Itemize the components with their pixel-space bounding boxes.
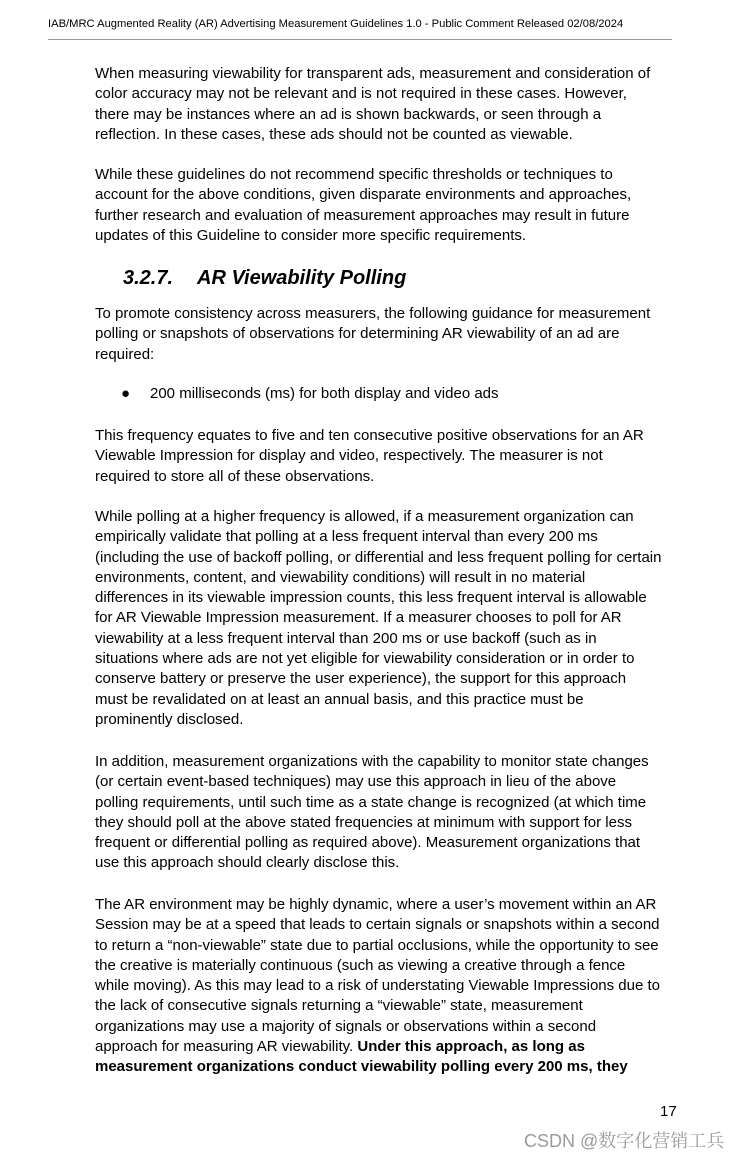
paragraph-line: When measuring viewability for transparent ads, measurement and consideration of	[95, 65, 651, 82]
paragraph-line: there may be instances where an ad is shown backwards, or seen through a	[95, 105, 602, 123]
paragraph-line: the lack of consecutive signals returning a “viewable” state, measurement	[95, 997, 583, 1015]
paragraph-line: color accuracy may not be relevant and is not required in these cases. However,	[95, 85, 627, 103]
paragraph-line: for AR Viewable Impression measurement. If a measurer chooses to poll for AR	[95, 609, 622, 627]
paragraph-line: to return a “non-viewable” state due to partial occlusions, while the opportunity to see	[95, 936, 659, 954]
paragraph-line	[95, 1037, 660, 1057]
paragraph-line	[95, 1057, 660, 1077]
paragraph-line: use this approach should clearly disclose this.	[95, 854, 400, 872]
paragraph-line: polling requirements, until such time as a state change is recognized (at which time	[95, 793, 647, 811]
watermark: CSDN @数字化营销工兵	[524, 1131, 725, 1151]
paragraph-line: (including the use of backoff polling, or differential and less frequent polling for certain	[95, 548, 662, 566]
header-divider	[48, 39, 672, 40]
paragraph-line: they should poll at the above stated frequencies at minimum with support for less	[95, 813, 632, 831]
paragraph-transparent-ads	[95, 64, 650, 145]
paragraph-line: conserve battery or preserve the user experience), the support for this approach	[95, 670, 627, 688]
paragraph-line: empirically validate that polling at a less frequent interval than every 200 ms	[95, 528, 598, 546]
section-number: 3.2.7.	[123, 267, 174, 289]
paragraph-line: organizations may use a majority of signals or observations within a second	[95, 1017, 597, 1035]
bullet-text: 200 milliseconds (ms) for both display and video ads	[150, 385, 499, 402]
paragraph-line: reflection. In these cases, these ads should not be counted as viewable.	[95, 125, 573, 143]
paragraph-frequency	[95, 426, 644, 487]
text-bold: measurement organizations conduct viewability polling every 200 ms, they	[95, 1058, 628, 1076]
paragraph-line: environments, content, and viewability conditions) will result in no material	[95, 568, 586, 586]
bullet-icon: ●	[121, 385, 131, 402]
paragraph-line: The AR environment may be highly dynamic, where a user’s movement within an AR	[95, 896, 657, 913]
paragraph-line: must be revalidated on at least an annual basis, and this practice must be	[95, 690, 584, 708]
paragraph-line: differences in its viewable impression counts, this less frequent interval is allowable	[95, 589, 647, 607]
paragraph-line: Session may be at a speed that leads to certain signals or snapshots within a second	[95, 916, 660, 934]
paragraph-line: frequent or differential polling as required above). Measurement organizations that	[95, 834, 641, 852]
paragraph-thresholds	[95, 165, 631, 246]
paragraph-line: polling or snapshots of observations for determining AR viewability of an ad are	[95, 325, 620, 343]
text-normal: approach for measuring AR viewability.	[95, 1038, 358, 1056]
paragraph-line: the creative is materially continuous (such as viewing a creative through a fence	[95, 956, 626, 974]
paragraph-line: required:	[95, 345, 155, 363]
paragraph-line: In addition, measurement organizations with the capability to monitor state changes	[95, 753, 649, 770]
paragraph-line: required to store all of these observations.	[95, 467, 375, 485]
paragraph-line: updates of this Guideline to consider more specific requirements.	[95, 226, 527, 244]
section-title: AR Viewability Polling	[197, 267, 407, 289]
paragraph-state-changes	[95, 752, 649, 874]
paragraph-line: To promote consistency across measurers, the following guidance for measurement	[95, 305, 651, 322]
paragraph-line: account for the above conditions, given disparate environments and approaches,	[95, 186, 632, 204]
bullet-item	[121, 385, 499, 402]
paragraph-line: situations where ads are not yet eligible for viewability consideration or in order to	[95, 650, 635, 668]
paragraph-line: (or certain event-based techniques) may use this approach in lieu of the above	[95, 773, 617, 791]
paragraph-line: While these guidelines do not recommend specific thresholds or techniques to	[95, 166, 613, 183]
paragraph-dynamic-environment	[95, 895, 660, 1078]
paragraph-line: Viewable Impression for display and video, respectively. The measurer is not	[95, 447, 603, 465]
paragraph-line: prominently disclosed.	[95, 710, 244, 728]
paragraph-line: viewability at a less frequent interval than 200 ms or use backoff (such as in	[95, 629, 597, 647]
section-heading	[123, 267, 406, 290]
running-header: IAB/MRC Augmented Reality (AR) Advertising Measurement Guidelines 1.0 - Public Comment Released 02/08/2024	[48, 18, 624, 30]
text-bold: Under this approach, as long as	[357, 1038, 585, 1056]
paragraph-line: This frequency equates to five and ten consecutive positive observations for an AR	[95, 427, 644, 444]
paragraph-line: further research and evaluation of measurement approaches may result in future	[95, 206, 630, 224]
paragraph-line: While polling at a higher frequency is allowed, if a measurement organization can	[95, 508, 634, 525]
paragraph-line: while moving). As this may lead to a risk of understating Viewable Impressions due to	[95, 977, 661, 995]
paragraph-higher-frequency	[95, 507, 661, 730]
page-number: 17	[660, 1103, 677, 1120]
paragraph-polling-guidance	[95, 304, 650, 365]
